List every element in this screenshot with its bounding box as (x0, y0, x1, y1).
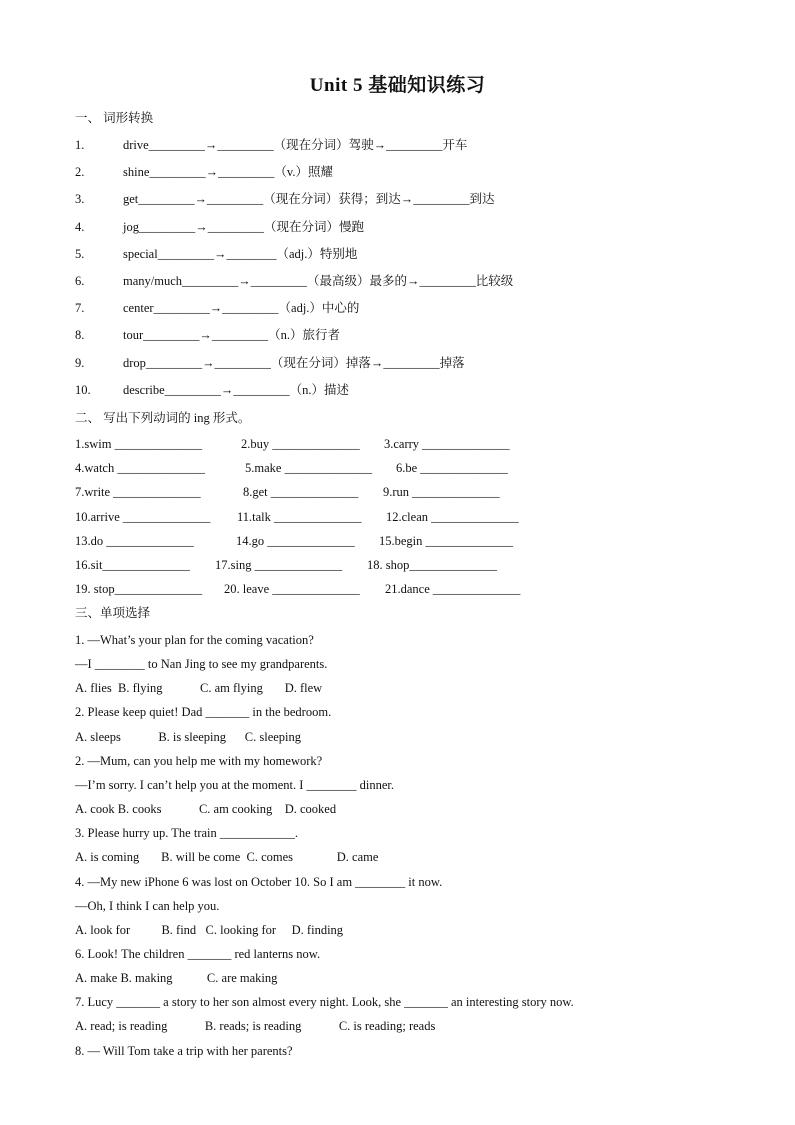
ing-form-cell: 3.carry ______________ (384, 437, 510, 451)
question-line: 2. —Mum, can you help me with my homework? (75, 753, 323, 768)
question-line: —I ________ to Nan Jing to see my grandparents. (75, 657, 328, 672)
word-form-item: many/much_________→_________（最高级）最多的→_________比较级 (123, 274, 514, 288)
ing-form-cell: 20. leave ______________ (224, 582, 360, 597)
question-line: —I’m sorry. I can’t help you at the moment. I ________ dinner. (75, 777, 395, 792)
question-line: A. make B. making C. are making (75, 971, 278, 986)
word-form-item: special_________→________（adj.）特别地 (123, 246, 358, 261)
question-line: 1. —What’s your plan for the coming vacation? (75, 633, 314, 647)
item-number: 6. (75, 274, 85, 288)
ing-form-cell: 13.do ______________ (75, 533, 194, 548)
ing-form-cell: 2.buy ______________ (241, 437, 360, 451)
page-title: Unit 5 基础知识练习 (309, 75, 486, 96)
question-line: A. cook B. cooks C. am cooking D. cooked (75, 802, 337, 817)
word-form-item: drive_________→_________（现在分词）驾驶→_________开车 (123, 138, 468, 152)
ing-form-cell: 10.arrive ______________ (75, 509, 211, 524)
word-form-item: drop_________→_________（现在分词）掉落→_________掉落 (123, 355, 465, 370)
question-line: A. is coming B. will be come C. comes D. came (75, 850, 379, 865)
question-line: A. sleeps B. is sleeping C. sleeping (75, 729, 302, 744)
ing-form-cell: 4.watch ______________ (75, 461, 205, 476)
item-number: 10. (75, 382, 91, 397)
item-number: 7. (75, 301, 85, 316)
item-number: 5. (75, 246, 85, 261)
word-form-item: center_________→_________（adj.）中心的 (123, 301, 360, 316)
question-line: A. read; is reading B. reads; is reading C. is reading; reads (75, 1019, 436, 1034)
item-number: 9. (75, 355, 85, 370)
ing-form-cell: 11.talk ______________ (237, 509, 362, 524)
word-form-item: get_________→_________（现在分词）获得；到达→_________到达 (123, 192, 495, 207)
ing-form-cell: 5.make ______________ (245, 461, 373, 476)
section-1-heading: 一、 词形转换 (75, 111, 154, 125)
item-number: 4. (75, 219, 85, 234)
ing-form-cell: 16.sit______________ (75, 558, 190, 572)
ing-form-cell: 9.run ______________ (383, 485, 500, 500)
question-line: 4. —My new iPhone 6 was lost on October 10. So I am ________ it now. (75, 874, 443, 889)
ing-form-cell: 6.be ______________ (396, 461, 508, 476)
ing-form-cell: 17.sing ______________ (215, 558, 343, 572)
section-3-heading: 三、单项选择 (75, 606, 151, 620)
ing-form-cell: 14.go ______________ (236, 533, 355, 548)
word-form-item: tour_________→_________（n.）旅行者 (123, 328, 341, 343)
ing-form-cell: 8.get ______________ (243, 485, 359, 500)
question-line: 3. Please hurry up. The train ____________. (75, 826, 298, 841)
section-2-heading: 二、 写出下列动词的 ing 形式。 (75, 411, 251, 425)
question-line: A. look for B. find C. looking for D. finding (75, 922, 344, 937)
ing-form-cell: 19. stop______________ (75, 582, 203, 597)
question-line: 7. Lucy _______ a story to her son almost every night. Look, she _______ an interesting story now. (75, 995, 574, 1010)
item-number: 8. (75, 328, 85, 343)
ing-form-cell: 18. shop______________ (367, 558, 497, 572)
word-form-item: jog_________→_________（现在分词）慢跑 (123, 219, 364, 234)
question-line: A. flies B. flying C. am flying D. flew (75, 681, 323, 696)
word-form-item: describe_________→_________（n.）描述 (123, 382, 350, 397)
ing-form-cell: 15.begin ______________ (379, 533, 514, 548)
ing-form-cell: 1.swim ______________ (75, 437, 203, 451)
item-number: 2. (75, 165, 85, 180)
ing-form-cell: 21.dance ______________ (385, 582, 521, 597)
question-line: 8. — Will Tom take a trip with her parents? (75, 1043, 293, 1058)
question-line: 6. Look! The children _______ red lanterns now. (75, 946, 321, 961)
ing-form-cell: 12.clean ______________ (386, 509, 519, 524)
question-line: 2. Please keep quiet! Dad _______ in the bedroom. (75, 705, 332, 720)
item-number: 1. (75, 138, 85, 152)
question-line: —Oh, I think I can help you. (75, 898, 220, 913)
word-form-item: shine_________→_________（v.）照耀 (123, 165, 333, 180)
item-number: 3. (75, 192, 85, 207)
ing-form-cell: 7.write ______________ (75, 485, 201, 500)
